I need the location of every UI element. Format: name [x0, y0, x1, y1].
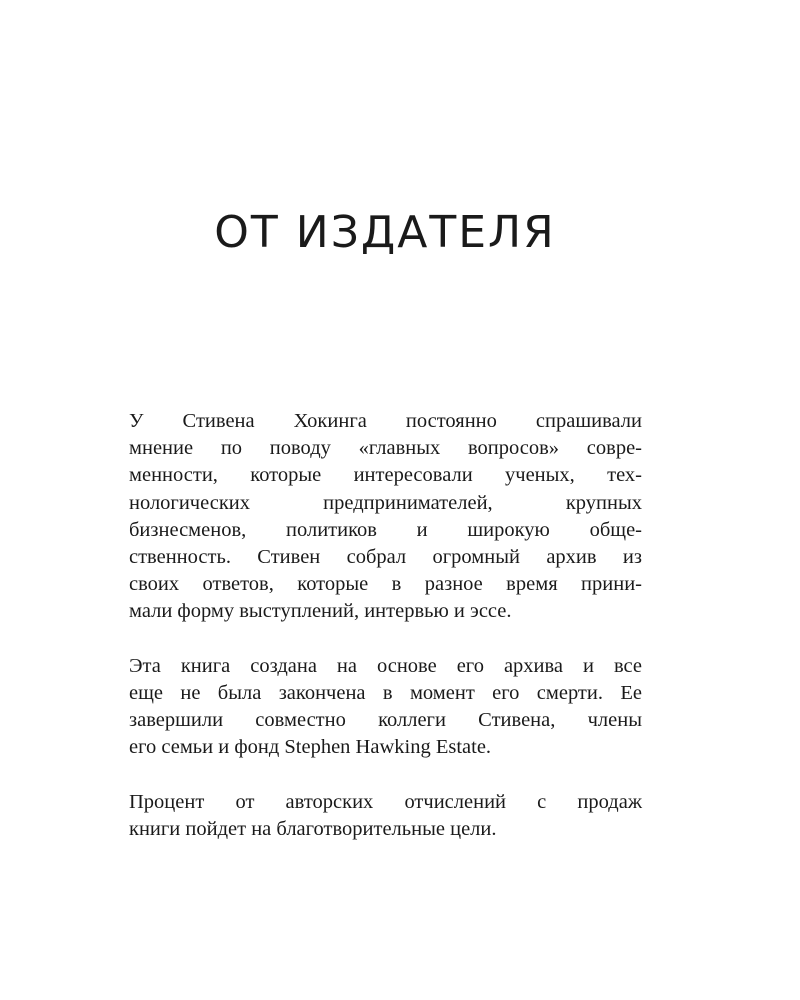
paragraph-3 — [129, 789, 642, 843]
text-line: книги пойдет на благотворительные цели. — [129, 817, 497, 840]
text-line: мнение по поводу «главных вопросов» совре- — [129, 437, 642, 460]
text-line: менности, которые интересовали ученых, тех- — [129, 464, 642, 487]
text-line: завершили совместно коллеги Стивена, члены — [129, 709, 642, 732]
text-line: нологических предпринимателей, крупных — [129, 491, 642, 514]
text-line: У Стивена Хокинга постоянно спрашивали — [129, 410, 642, 432]
body-text — [129, 408, 642, 870]
text-line: ственность. Стивен собрал огромный архив из — [129, 545, 642, 568]
paragraph-1 — [129, 408, 642, 626]
text-line: Эта книга создана на основе его архива и все — [129, 654, 642, 677]
text-line: бизнесменов, политиков и широкую обще- — [129, 518, 642, 541]
text-line: Процент от авторских отчислений с продаж — [129, 790, 642, 813]
text-line: мали форму выступлений, интервью и эссе. — [129, 600, 512, 623]
text-line: его семьи и фонд Stephen Hawking Estate. — [129, 736, 492, 759]
text-line: своих ответов, которые в разное время прини- — [129, 573, 642, 596]
text-line: еще не была закончена в момент его смерти. Ее — [129, 681, 642, 704]
page-title: ОТ ИЗДАТЕЛЯ — [214, 207, 556, 258]
paragraph-2 — [129, 653, 642, 762]
